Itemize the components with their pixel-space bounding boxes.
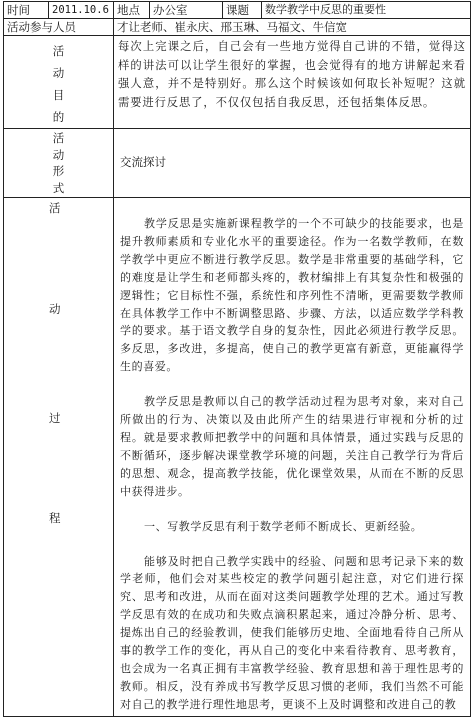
topic-value-cell — [261, 1, 471, 19]
location-label: 地点 — [117, 3, 140, 17]
form-label-char: 式 — [52, 180, 65, 195]
participants-label-cell — [3, 18, 114, 36]
process-paragraph-1: 教学反思是实施新课程教学的一个不可缺少的技能要求，也是提升教师素质和专业化水平的重要途径。作为一名数学教师，在数学教学中更应不断进行教学反思。数学是非常重要的基础学科，它的难度是让学生和老师都头疼的，教材编排上有其复杂性和极强的逻辑性；它目标性不强，系统性和序列性不清晰，更需要数学教师在具体教学工作中不断调整思路、步骤、方法，以适应数学学科教学的要求。基于语文教学自身的复杂性，因此必须进行教学反思。多反思，多改进，多提高，使自己的教学更富有新意，更能赢得学生的喜爱。 — [120, 217, 464, 374]
purpose-label-cell — [3, 35, 114, 129]
participants-label: 活动参与人员 — [7, 20, 76, 34]
form-value: 交流探讨 — [120, 155, 166, 169]
process-label-char: 过 — [49, 411, 61, 425]
form-value-cell — [113, 128, 471, 198]
purpose-label-char: 动 — [52, 66, 65, 80]
form-label-cell — [3, 128, 114, 198]
process-heading-1: 一、写教学反思有利于数学老师不断成长、更新经验。 — [144, 519, 423, 533]
process-label-cell — [3, 197, 114, 717]
time-label: 时间 — [7, 3, 30, 17]
location-value-cell — [149, 1, 223, 19]
topic-label: 课题 — [226, 3, 249, 17]
location-value: 办公室 — [153, 3, 188, 17]
form-label-char: 动 — [52, 147, 65, 162]
purpose-text: 每次上完课之后，自己会有一些地方觉得自己讲的不错，觉得这样的讲法可以让学生很好的掌握，也会觉得有的地方讲解起来看强人意，并不是特别好。那么这个时候该如何取长补短呢？这就需要进行反思了，不仅仅包括自我反思，还包括集体反思。 — [118, 40, 466, 109]
process-text-cell — [113, 197, 471, 717]
topic-value: 数学教学中反思的重要性 — [265, 3, 386, 16]
process-paragraph-3: 能够及时把自己教学实践中的经验、问题和思考记录下来的数学老师，他们会对某些校定的教学问题引起注意，对它们进行探究、思考和改进，从而在面对这类问题教学处理的艺术。通过写教学反思有效的在成功和失败点滴积累起来，通过冷静分析、思考、提炼出自己的经验教训，使我们能够历史地、全面地看待自己所从事的教学工作的变化，再从自己的变化中来看待教育、思考教育，也会成为一名真正拥有丰富教学经验、教育思想和善于理性思考的教师。相反，没有养成书写教学反思习惯的老师，我们当然不可能对自己的教学进行理性地思考，更谈不上及时调整和改进自己的教 — [120, 554, 464, 711]
date-value: 2011.10.6 — [52, 4, 109, 16]
participants-value-cell — [113, 18, 471, 36]
process-label-char: 活 — [49, 201, 61, 215]
purpose-label-char: 目 — [52, 88, 65, 102]
participants-value: 才让老师、崔永庆、邢玉琳、马福文、牛信宽 — [117, 20, 347, 34]
location-label-cell — [113, 1, 150, 19]
topic-label-cell — [222, 1, 262, 19]
purpose-label-char: 活 — [52, 44, 65, 58]
purpose-label-char: 的 — [52, 110, 65, 124]
time-label-cell — [3, 1, 49, 19]
process-label-char: 动 — [49, 302, 61, 316]
form-label-char: 活 — [52, 131, 65, 145]
process-label-char: 程 — [49, 511, 61, 525]
date-value-cell — [48, 1, 114, 19]
form-label-char: 形 — [52, 164, 65, 178]
process-paragraph-2: 教学反思是教师以自己的教学活动过程为思考对象，来对自己所做出的行为、决策以及由此所产生的结果进行审视和分析的过程。就是要求教师把教学中的问题和具体情景，通过实践与反思的不断循环，逐步解决课堂教学环境的问题，关注自己教学行为背后的思想、观念，提高教学技能，优化课堂效果，从而在不断的反思中获得进步。 — [120, 395, 464, 498]
purpose-text-cell — [113, 35, 471, 129]
